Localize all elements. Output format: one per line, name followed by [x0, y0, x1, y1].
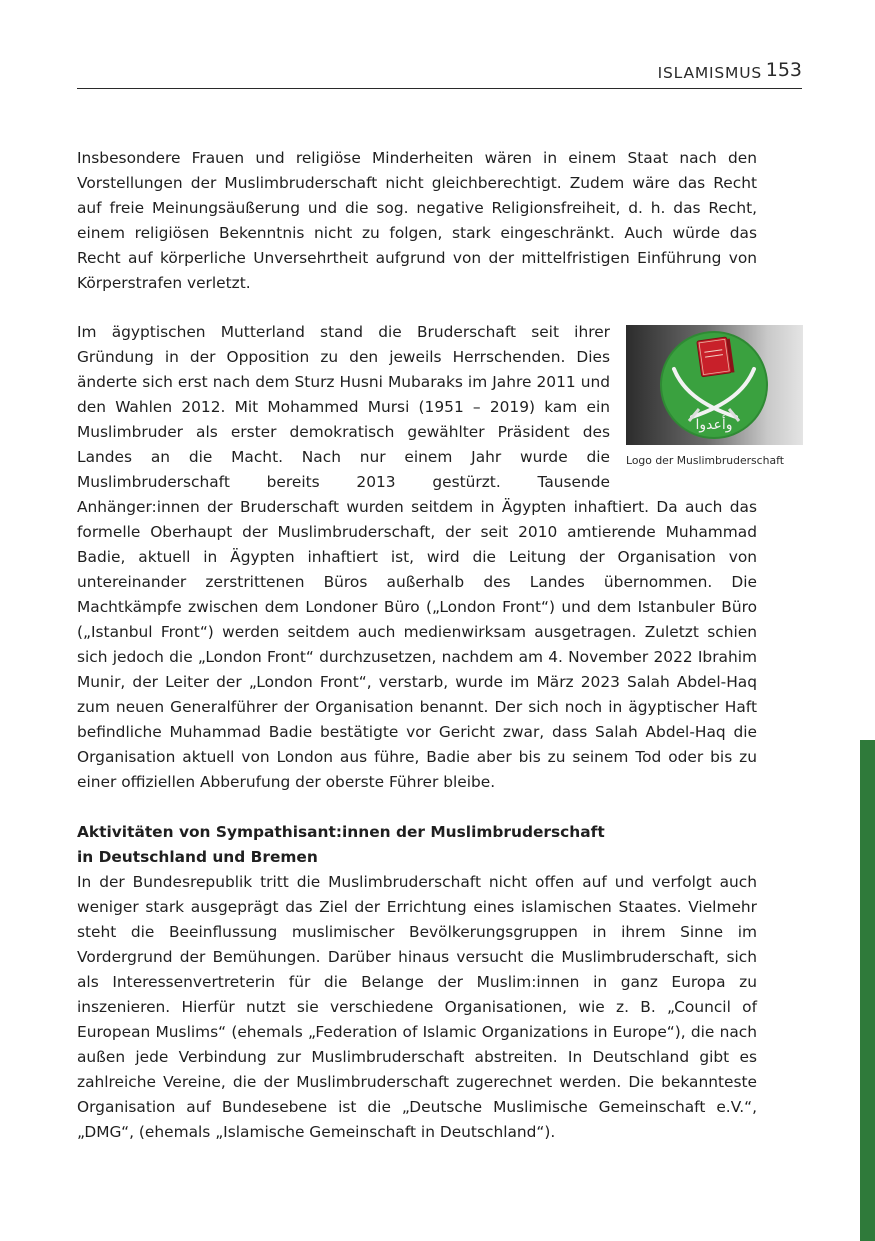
paragraph-2: Im ägyptischen Mutterland stand die Bruderschaft seit ihrer Gründung in der Opposition zu den jeweils Herrschenden. Dies änderte sich erst nach dem Sturz Husni Mubaraks im Jahre 2011 und den Wahlen 2012. Mit Mohammed Mursi (1951 – 2019) kam ein Muslimbruder als erster demokratisch gewählter Präsident des Landes an die Macht. Nach nur einem Jahr wurde die Muslimbruderschaft bereits 2013 gestürzt. Tausende Anhänger:innen der Bruderschaft wurden seitdem in Ägypten inhaftiert. Da auch das formelle Oberhaupt der Muslimbruderschaft, der seit 2010 amtierende Muhammad Badie, aktuell in Ägypten inhaftiert ist, wird die Leitung der Organisation von untereinander zerstrittenen Büros außerhalb des Landes übernommen. Die Machtkämpfe zwischen dem Londoner Büro („London Front“) und dem Istanbuler Büro („Istanbul Front“) werden seitdem auch medienwirksam ausgetragen. Zuletzt schien sich jedoch die „London Front“ durchzusetzen, nachdem am 4. November 2022 Ibrahim Munir, der Leiter der „London Front“, verstarb, wurde im März 2023 Salah Abdel-Haq zum neuen Generalführer der Organisation benannt. Der sich noch in ägyptischer Haft befindliche Muhammad Badie bestätigte vor Gericht zwar, dass Salah Abdel-Haq die Organisation aktuell von London aus führe, Badie aber bis zu seinem Tod oder bis zu einer offiziellen Abberufung der oberste Führer bleibe.: [77, 323, 757, 791]
brotherhood-emblem-icon: [626, 325, 803, 445]
running-header: [77, 58, 802, 89]
section-heading-line-2: in Deutschland und Bremen: [77, 848, 318, 866]
chapter-color-tab: [860, 740, 875, 1241]
page-number: 153: [765, 59, 802, 81]
logo-figure: [626, 325, 804, 477]
section-heading: [77, 820, 757, 870]
logo-calligraphy: وأعدوا: [695, 417, 733, 433]
paragraph-3: In der Bundesrepublik tritt die Muslimbruderschaft nicht offen auf und verfolgt auch weniger stark ausgeprägt das Ziel der Errichtung eines islamischen Staates. Vielmehr steht die Beeinflussung muslimischer Bevölkerungsgruppen in ihrem Sinne im Vordergrund der Bemühungen. Darüber hinaus versucht die Muslimbruderschaft, sich als Interessenvertreterin für die Belange der Muslim:innen in ganz Europa zu inszenieren. Hierfür nutzt sie verschiedene Organisationen, wie z. B. „Council of European Muslims“ (ehemals „Federation of Islamic Organizations in Europe“), die nach außen jede Verbindung zur Muslimbruderschaft abstreiten. In Deutschland gibt es zahlreiche Vereine, die der Muslimbruderschaft zugerechnet werden. Die bekannteste Organisation auf Bundesebene ist die „Deutsche Muslimische Gemeinschaft e.V.“, „DMG“, (ehemals „Islamische Gemeinschaft in Deutschland“).: [77, 873, 757, 1141]
running-header-section: ISLAMISMUS: [657, 64, 762, 82]
brotherhood-logo-image: [626, 325, 803, 445]
paragraph-2-container: [77, 320, 784, 795]
section-heading-line-1: Aktivitäten von Sympathisant:innen der Muslimbruderschaft: [77, 823, 605, 841]
figure-caption: Logo der Muslimbruderschaft: [626, 454, 784, 467]
paragraph-1: Insbesondere Frauen und religiöse Minderheiten wären in einem Staat nach den Vorstellungen der Muslimbruderschaft nicht gleichberechtigt. Zudem wäre das Recht auf freie Meinungsäußerung und die sog. negative Religionsfreiheit, d. h. das Recht, einem religiösen Bekenntnis nicht zu folgen, stark eingeschränkt. Auch würde das Recht auf körperliche Unversehrtheit aufgrund von der mittelfristigen Einführung von Körperstrafen verletzt.: [77, 149, 757, 292]
